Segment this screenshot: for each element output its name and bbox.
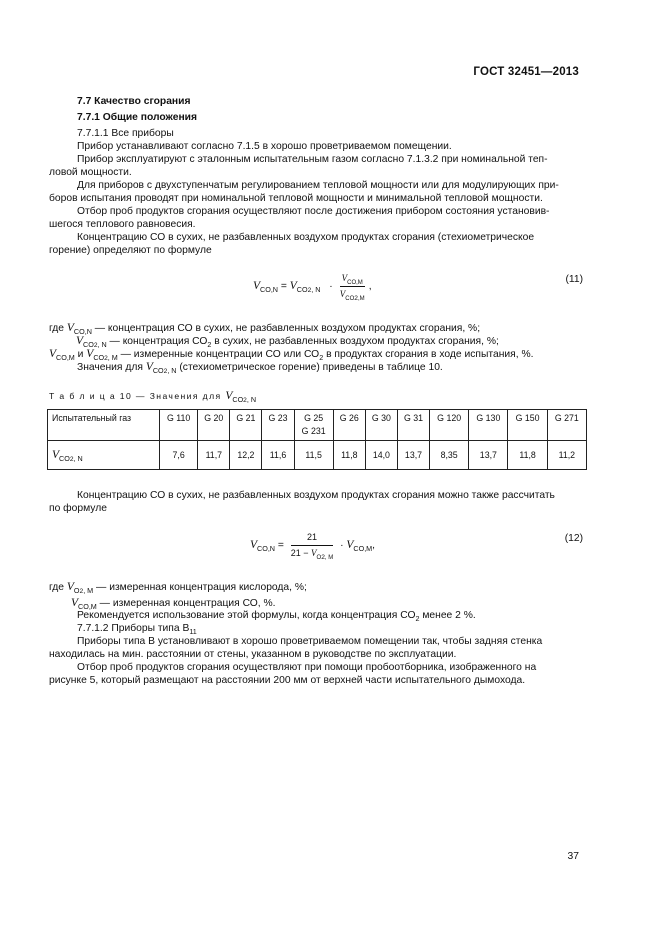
table10-gas: G 30 bbox=[365, 410, 397, 441]
para-sampling-line1: Отбор проб продуктов сгорания осуществляют после достижения прибором состояния установив- bbox=[77, 206, 550, 217]
table10-gas: G 23 bbox=[262, 410, 294, 441]
table10-value: 14,0 bbox=[365, 441, 397, 470]
table10-row-label: $V_{CO2, N}$ bbox=[48, 441, 160, 470]
table10-gas: G 110 bbox=[160, 410, 198, 441]
fraction-12: $\frac{21}{21 - V_{O2, M}}$ bbox=[290, 532, 334, 561]
table10-value: 11,8 bbox=[333, 441, 365, 470]
table10-gas: G 150 bbox=[508, 410, 547, 441]
table10-value: 7,6 bbox=[160, 441, 198, 470]
table10-header-row bbox=[48, 410, 587, 441]
table10-value: 11,7 bbox=[198, 441, 230, 470]
table10-gas: G 21 bbox=[230, 410, 262, 441]
equation-11-number: (11) bbox=[565, 274, 583, 285]
table10-value: 13,7 bbox=[397, 441, 429, 470]
table10-value: 11,6 bbox=[262, 441, 294, 470]
equation-12-number: (12) bbox=[564, 533, 583, 544]
para-alt-line1: Концентрацию СО в сухих, не разбавленных воздухом продуктах сгорания можно также рассчитать bbox=[77, 490, 555, 501]
fraction-11: $\frac{V_{CO,M}}{V_{CO2,M}}$ bbox=[339, 273, 365, 302]
para-install: Прибор устанавливают согласно 7.1.5 в хорошо проветриваемом помещении. bbox=[77, 141, 452, 152]
where11-line3: $V_{CO,M}$ и $V_{CO2, M}$ — измеренные концентрации СО или $СО_2$ в продуктах сгорания в ходе испытания, %. bbox=[49, 348, 534, 362]
para-alt-line2: по формуле bbox=[49, 503, 107, 514]
where11-line4: Значения для $V_{CO2, N}$ (стехиометрическое горение) приведены в таблице 10. bbox=[77, 361, 443, 375]
para-operate-line1: Прибор эксплуатируют с эталонным испытательным газом согласно 7.1.3.2 при номинальной теп- bbox=[77, 154, 548, 165]
standard-header: ГОСТ 32451—2013 bbox=[473, 66, 579, 78]
para-probe-line2: рисунке 5, который размещают на расстоянии 200 мм от верхней части испытательного дымохода. bbox=[49, 675, 526, 686]
clause-b11: 7.7.1.2 Приборы типа $B_{11}$ bbox=[77, 623, 197, 636]
table10-value: 12,2 bbox=[230, 441, 262, 470]
subsection-title: 7.7.1 Общие положения bbox=[77, 112, 197, 123]
para-b11type-line2: находилась на мин. расстоянии от стены, указанном в руководстве по эксплуатации. bbox=[49, 649, 457, 660]
table10-gas: G 271 bbox=[547, 410, 586, 441]
para-operate-line2: ловой мощности. bbox=[49, 167, 132, 178]
where12-line1: где $V_{O2, M}$ — измеренная концентрация кислорода, %; bbox=[49, 581, 307, 595]
table10-value-row bbox=[48, 441, 587, 470]
para-conc-line2: горение) определяют по формуле bbox=[49, 245, 212, 256]
para-twostage-line2: боров испытания проводят при номинальной тепловой мощности и минимальной тепловой мощности. bbox=[49, 193, 543, 204]
table10-value: 13,7 bbox=[469, 441, 508, 470]
table10-value: 11,2 bbox=[547, 441, 586, 470]
section-title: 7.7 Качество сгорания bbox=[77, 96, 191, 107]
table10-gas: G 130 bbox=[469, 410, 508, 441]
table10-gas-g25: G 25 G 231 bbox=[294, 410, 333, 441]
table10-value: 11,8 bbox=[508, 441, 547, 470]
equation-12: $V_{CO,N}$ = $\frac{21}{21 - V_{O2, M}}$ · $V_{CO,M}$, bbox=[250, 532, 376, 561]
equation-11: $V_{CO,N} = V_{CO2, N}$ · $\frac{V_{CO,M}}{V_{CO2,M}}$ , bbox=[253, 273, 372, 302]
para-probe-line1: Отбор проб продуктов сгорания осуществляют при помощи пробоотборника, изображенного на bbox=[77, 662, 537, 673]
table10-gas: G 31 bbox=[397, 410, 429, 441]
table10-header-label: Испытательный газ bbox=[48, 410, 160, 441]
para-twostage-line1: Для приборов с двухступенчатым регулированием тепловой мощности или для модулирующих при- bbox=[77, 180, 559, 191]
page-number: 37 bbox=[567, 851, 579, 862]
table10-gas: G 20 bbox=[198, 410, 230, 441]
where11-line2: $V_{CO2, N}$ — концентрация $СО_2$ в сухих, не разбавленных воздухом продуктах сгорания, %; bbox=[76, 335, 499, 349]
table10-gas: G 120 bbox=[430, 410, 469, 441]
where11-line1: где $V_{CO,N}$ — концентрация СО в сухих, не разбавленных воздухом продуктах сгорания, %; bbox=[49, 322, 481, 336]
para-b11type-line1: Приборы типа B установливают в хорошо проветриваемом помещении так, чтобы задняя стенка bbox=[77, 636, 543, 647]
clause-all-devices: 7.7.1.1 Все приборы bbox=[77, 128, 174, 139]
table10-gas: G 26 bbox=[333, 410, 365, 441]
table10-value: 8,35 bbox=[430, 441, 469, 470]
where12-line2: $V_{CO,M}$ — измеренная концентрация СО, %. bbox=[71, 597, 276, 611]
table10-caption: Т а б л и ц а 10 — Значения для $V_{CO2, N}$ bbox=[49, 390, 257, 404]
para-conc-line1: Концентрацию СО в сухих, не разбавленных воздухом продуктах сгорания (стехиометрическое bbox=[77, 232, 535, 243]
table-10 bbox=[47, 409, 587, 470]
para-sampling-line2: шегося теплового равновесия. bbox=[49, 219, 196, 230]
table10-value: 11,5 bbox=[294, 441, 333, 470]
para-recommend: Рекомендуется использование этой формулы, когда концентрация $СО_2$ менее 2 %. bbox=[77, 610, 476, 623]
